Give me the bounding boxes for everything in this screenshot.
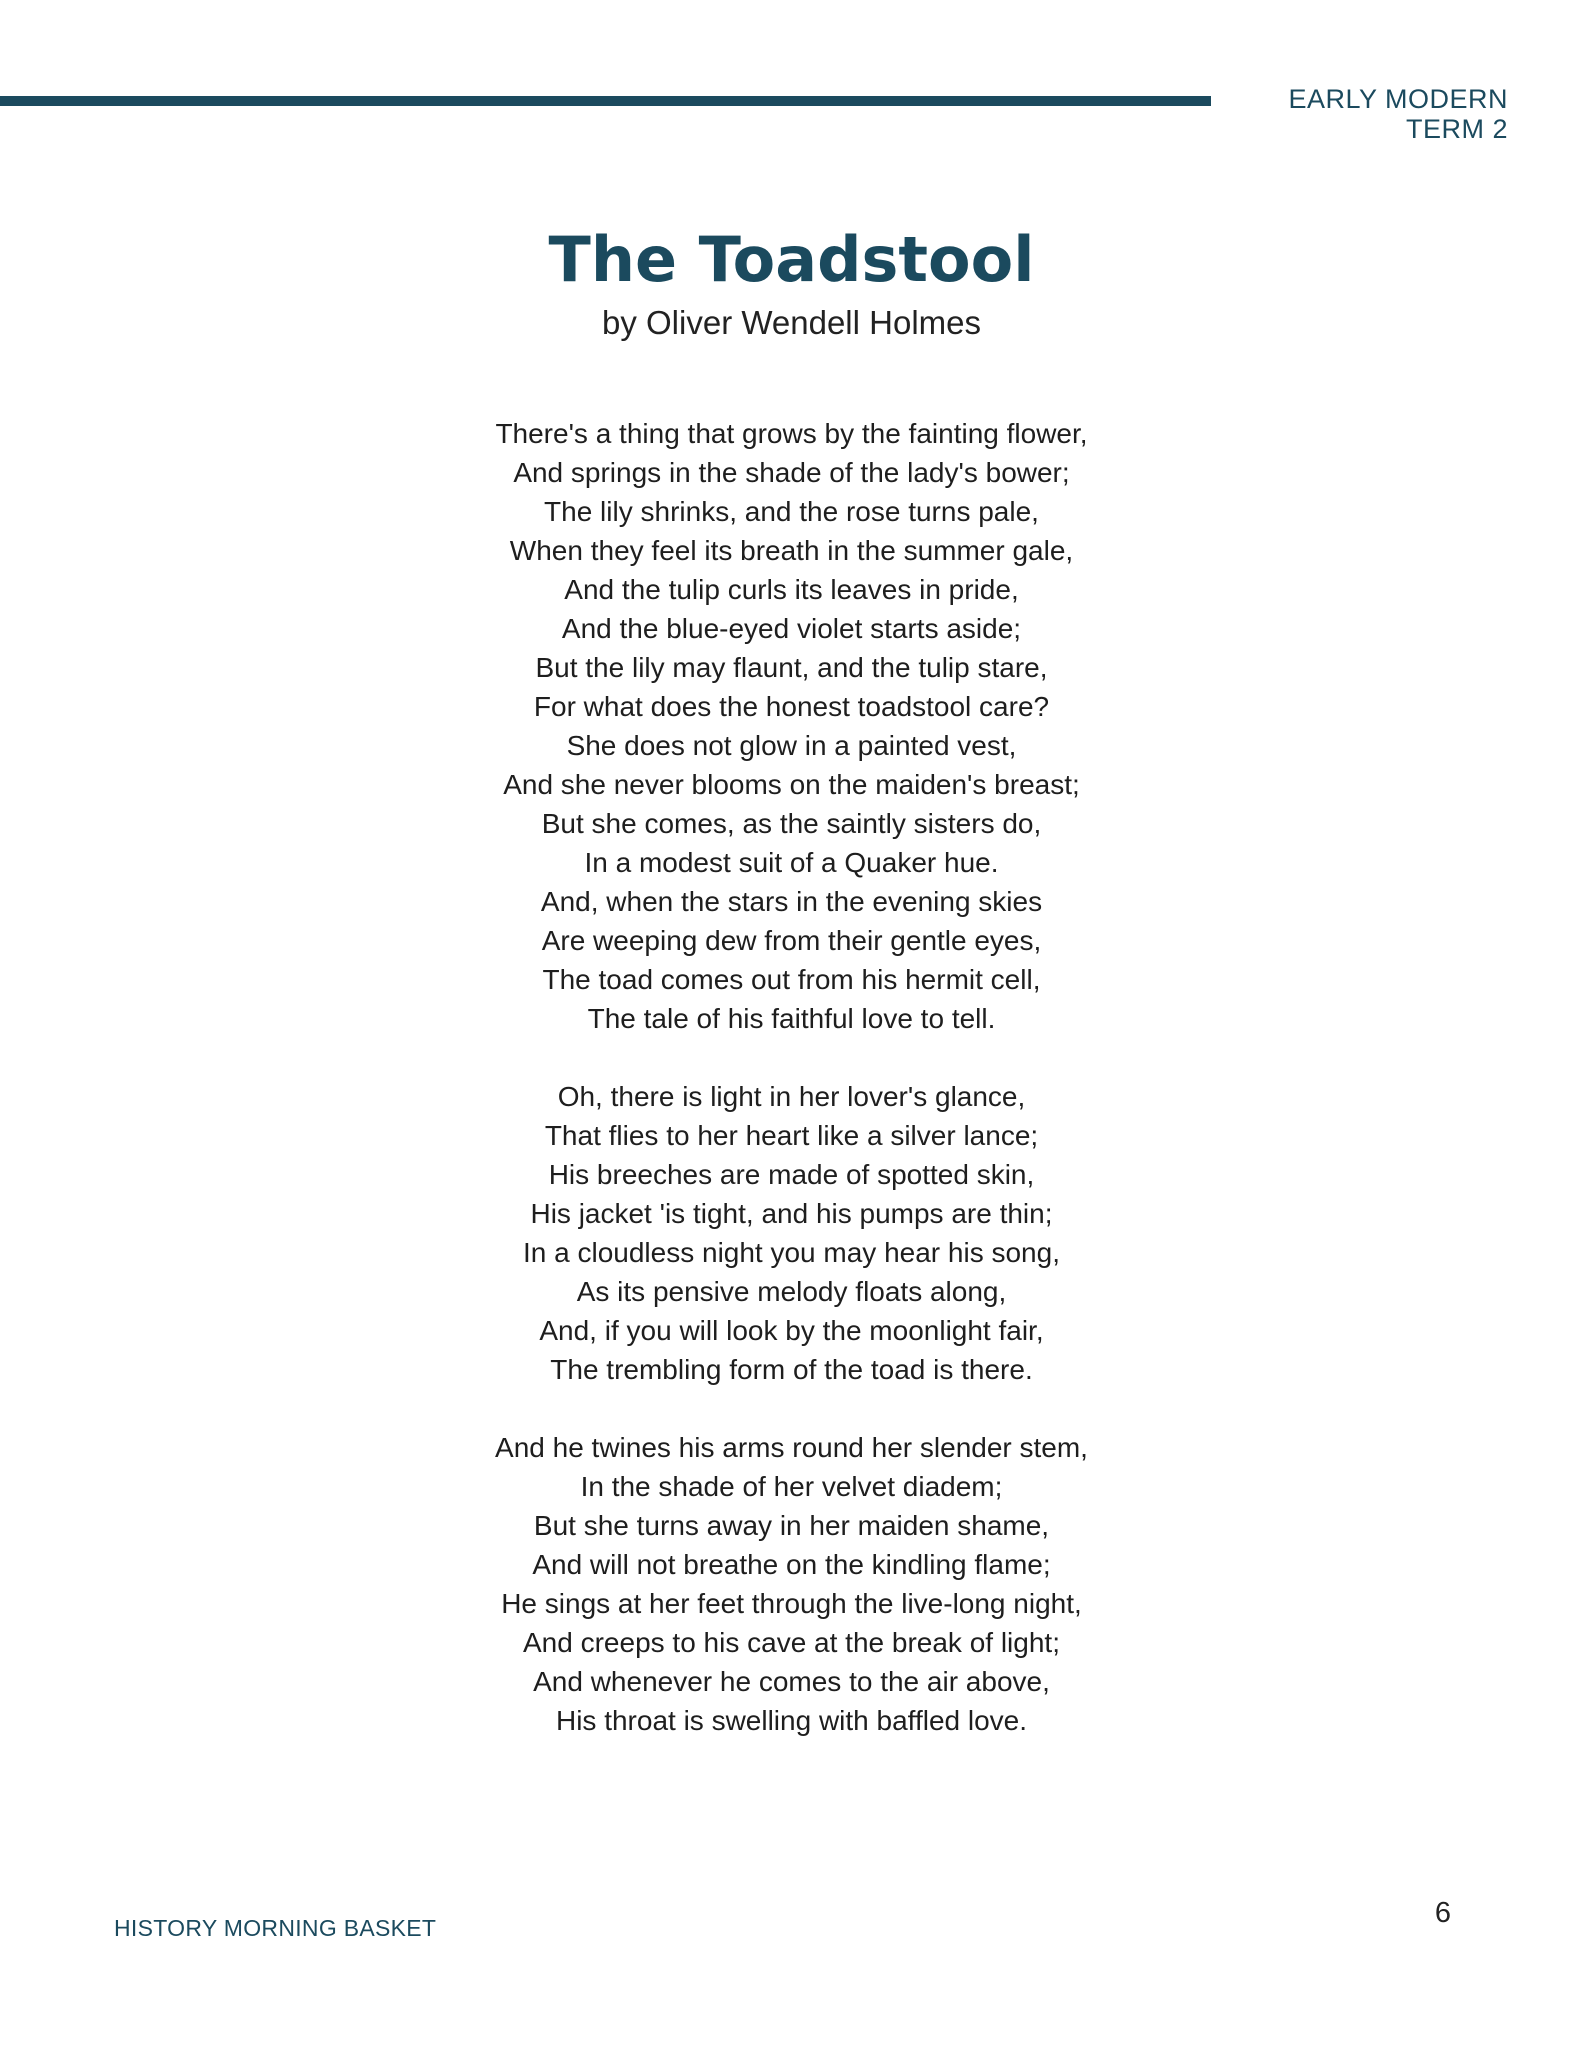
- poem-line: As its pensive melody floats along,: [576, 1276, 1007, 1307]
- poem-line: In a modest suit of a Quaker hue.: [584, 847, 999, 878]
- poem-line: The trembling form of the toad is there.: [550, 1354, 1033, 1385]
- poem-line: Are weeping dew from their gentle eyes,: [541, 925, 1042, 956]
- poem-line: And the blue-eyed violet starts aside;: [561, 613, 1022, 644]
- poem-line: But the lily may flaunt, and the tulip stare,: [535, 652, 1048, 683]
- page-number: 6: [1434, 1897, 1451, 1929]
- poem-line: For what does the honest toadstool care?: [533, 691, 1050, 722]
- poem-byline: by Oliver Wendell Holmes: [601, 304, 982, 341]
- poem-line: The toad comes out from his hermit cell,: [542, 964, 1041, 995]
- title-block: [0, 222, 1583, 344]
- stanza-3: [0, 1428, 1583, 1740]
- poem-line: And creeps to his cave at the break of light;: [523, 1627, 1060, 1658]
- poem-line: And, if you will look by the moonlight fair,: [539, 1315, 1044, 1346]
- poem-line: And whenever he comes to the air above,: [533, 1666, 1050, 1697]
- poem-line: He sings at her feet through the live-long night,: [501, 1588, 1082, 1619]
- poem-line: But she comes, as the saintly sisters do,: [541, 808, 1042, 839]
- poem-line: And will not breathe on the kindling flame;: [532, 1549, 1051, 1580]
- poem-line: And, when the stars in the evening skies: [540, 886, 1043, 917]
- header-tag-line-1: EARLY MODERN: [1288, 84, 1508, 114]
- poem-line: In the shade of her velvet diadem;: [580, 1471, 1003, 1502]
- poem-line: Oh, there is light in her lover's glance,: [557, 1081, 1026, 1112]
- footer-series-title: HISTORY MORNING BASKET: [114, 1915, 437, 1941]
- poem-line: The tale of his faithful love to tell.: [587, 1003, 996, 1034]
- poem-body: [0, 414, 1583, 1779]
- poem-line: And springs in the shade of the lady's bower;: [513, 457, 1070, 488]
- poem-line: That flies to her heart like a silver lance;: [544, 1120, 1039, 1151]
- poem-title: The Toadstool: [548, 223, 1035, 296]
- poem-line: But she turns away in her maiden shame,: [533, 1510, 1050, 1541]
- poem-line: In a cloudless night you may hear his song,: [523, 1237, 1060, 1268]
- poem-line: There's a thing that grows by the fainting flower,: [495, 418, 1088, 449]
- header-tag: [1288, 84, 1508, 144]
- poem-line: And he twines his arms round her slender stem,: [495, 1432, 1088, 1463]
- header-rule: [0, 96, 1211, 106]
- poem-line: When they feel its breath in the summer gale,: [509, 535, 1074, 566]
- poem-line: His breeches are made of spotted skin,: [548, 1159, 1035, 1190]
- poem-line: The lily shrinks, and the rose turns pale,: [544, 496, 1039, 527]
- stanza-1: [0, 414, 1583, 1038]
- poem-line: And she never blooms on the maiden's breast;: [503, 769, 1080, 800]
- poem-line: And the tulip curls its leaves in pride,: [564, 574, 1019, 605]
- poem-line: His jacket 'is tight, and his pumps are thin;: [530, 1198, 1053, 1229]
- header-tag-line-2: TERM 2: [1405, 114, 1508, 144]
- stanza-2: [0, 1077, 1583, 1389]
- poem-line: His throat is swelling with baffled love.: [555, 1705, 1028, 1736]
- poem-line: She does not glow in a painted vest,: [566, 730, 1017, 761]
